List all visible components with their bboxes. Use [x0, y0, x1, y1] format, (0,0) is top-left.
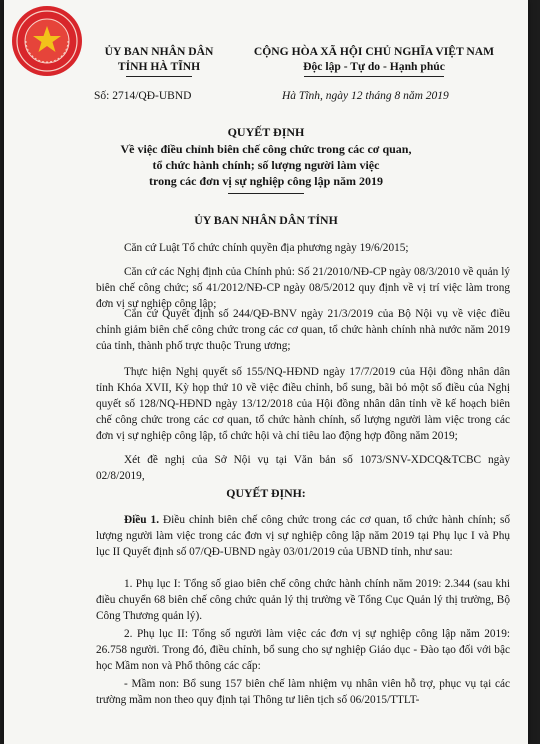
country-name: CỘNG HÒA XÃ HỘI CHỦ NGHĨA VIỆT NAM: [253, 45, 495, 58]
paragraph-legal-basis-1: [96, 240, 510, 256]
agency-underline: [126, 76, 192, 77]
paragraph-resolution: [96, 364, 510, 444]
article-1-text: Điều chỉnh biên chế công chức trong các cơ quan, tổ chức hành chính; số lượng người làm việc trong các đơn vị sự nghiệp công lập năm 2019 tại Phụ lục I và Phụ lục II Quyết định số 07/QĐ-UBND ngày 03/01/2019 của UBND tỉnh, như sau:: [96, 514, 510, 558]
paragraph-legal-basis-2: [96, 264, 510, 312]
place-date: Hà Tĩnh, ngày 12 tháng 8 năm 2019: [282, 90, 449, 102]
agency-name: [84, 44, 234, 74]
article-1-item-3: [96, 676, 510, 708]
paragraph-proposal: [96, 452, 510, 484]
paragraph-text: Thực hiện Nghị quyết số 155/NQ-HĐND ngày 17/7/2019 của Hội đồng nhân dân tỉnh Khóa XVII, Kỳ họp thứ 10 về việc điều chỉnh, bổ sung, bãi bỏ một số điều của Nghị quyết số 128/NQ-HĐND ngày 13/12/2018 của Hội đồng nhân dân tỉnh về kế hoạch biên chế công chức trong các cơ quan, tổ chức hành chính, số lượng người làm việc trong các đơn vị sự nghiệp công lập, tổ chức hội và chỉ tiêu lao động hợp đồng năm 2019;: [96, 366, 510, 442]
paragraph-text: Căn cứ Quyết định số 244/QĐ-BNV ngày 21/3/2019 của Bộ Nội vụ về việc điều chỉnh giảm biên chế công chức trong các cơ quan, tổ chức hành chính nhà nước năm 2019 của tỉnh, thành phố trực thuộc Trung ương;: [96, 308, 510, 352]
agency-line2: TỈNH HÀ TĨNH: [117, 60, 201, 73]
paragraph-text: 1. Phụ lục I: Tổng số giao biên chế công chức hành chính năm 2019: 2.344 (sau khi điều chuyển 68 biên chế công chức quản lý thị trường về Tổng Cục Quản lý thị trường, Bộ Công Thương quản lý).: [96, 578, 510, 622]
decision-heading: QUYẾT ĐỊNH:: [226, 486, 306, 500]
article-1-item-1: [96, 576, 510, 624]
paragraph-text: Xét đề nghị của Sở Nội vụ tại Văn bản số 1073/SNV-XDCQ&TCBC ngày 02/8/2019,: [96, 454, 510, 482]
national-motto: [224, 44, 524, 74]
paragraph-text: 2. Phụ lục II: Tổng số người làm việc các đơn vị sự nghiệp công lập năm 2019: 26.758 người. Trong đó, điều chỉnh, bổ sung cho sự nghiệp Giáo dục - Đào tạo đối với bậc học Mầm non và Phổ thông các cấp:: [96, 628, 510, 672]
motto-underline: [304, 76, 444, 77]
article-1: [96, 512, 510, 560]
subject-line3: trong các đơn vị sự nghiệp công lập năm 2019: [149, 174, 383, 188]
national-emblem-seal-icon: [10, 4, 84, 78]
document-number: Số: 2714/QĐ-UBND: [94, 90, 192, 102]
article-1-label: Điều 1.: [124, 514, 160, 526]
paragraph-text: Căn cứ các Nghị định của Chính phủ: Số 21/2010/NĐ-CP ngày 08/3/2010 về quản lý biên chế công chức; số 41/2012/NĐ-CP ngày 08/5/2012 quy định về vị trí việc làm trong đơn vị sự nghiệp công lập;: [96, 266, 510, 310]
document-page: [4, 0, 528, 744]
paragraph-text: Căn cứ Luật Tổ chức chính quyền địa phương ngày 19/6/2015;: [124, 242, 409, 254]
agency-line1: ỦY BAN NHÂN DÂN: [104, 45, 214, 58]
subject-line1: Về việc điều chỉnh biên chế công chức trong các cơ quan,: [120, 142, 412, 156]
subject-line2: tổ chức hành chính; số lượng người làm việc: [152, 158, 380, 172]
paragraph-legal-basis-3: [96, 306, 510, 354]
paragraph-text: - Mầm non: Bổ sung 157 biên chế làm nhiệm vụ nhân viên hỗ trợ, phục vụ tại các trường mầm non theo quy định tại Thông tư liên tịch số 06/2015/TTLT-: [96, 678, 510, 706]
article-1-item-2: [96, 626, 510, 674]
document-type: QUYẾT ĐỊNH: [227, 125, 305, 139]
issuer-heading: ỦY BAN NHÂN DÂN TỈNH: [194, 213, 338, 227]
title-underline: [228, 193, 304, 194]
motto: Độc lập - Tự do - Hạnh phúc: [303, 60, 445, 73]
